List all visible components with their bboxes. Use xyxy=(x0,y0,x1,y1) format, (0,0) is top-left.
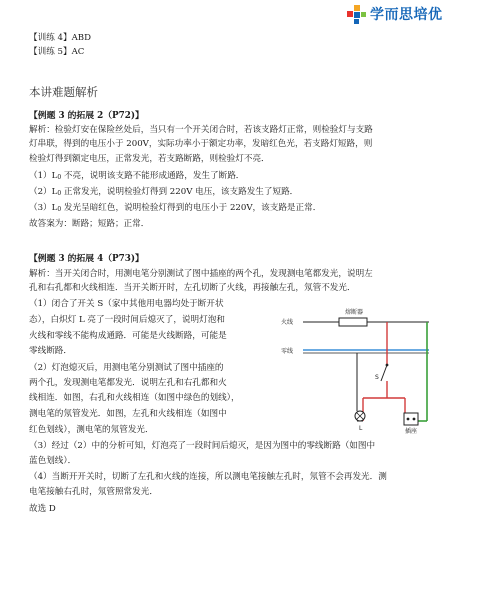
item-text: 正常发光，说明检验灯得到 220V 电压，该支路发生了短路． xyxy=(61,187,299,197)
list-item xyxy=(29,202,321,214)
fuse xyxy=(339,318,367,326)
socket-left-hole xyxy=(407,418,410,421)
example-title: 【例题 3 的拓展 2（P72)】 xyxy=(29,111,144,121)
paragraph-line: （3）经过（2）中的分析可知，灯泡亮了一段时间后熄灭，是因为图中的零线断路（如图中 xyxy=(29,441,376,451)
answer-label: 【训练 5】 xyxy=(29,47,72,57)
answer-value: ABD xyxy=(71,33,91,43)
item-text: 发光呈暗红色，说明检验灯得到的电压小于 220V，该支路是正常． xyxy=(61,203,322,213)
answer-text: 故选 D xyxy=(29,504,56,514)
paragraph-line: （1）闭合了开关 S（家中其他用电器均处于断开状 xyxy=(29,299,224,309)
answer-value: AC xyxy=(71,47,85,57)
paragraph-line: 孔和右孔都和火线相连．当开关断开时，左孔切断了火线，再接触左孔，氖管不发光． xyxy=(29,283,356,293)
paragraph-line: 态），白炽灯 L 亮了一段时间后熄灭了，说明灯泡和 xyxy=(29,315,225,325)
brand-logo xyxy=(346,2,496,26)
circuit-diagram xyxy=(277,303,447,435)
list-item xyxy=(29,186,298,198)
answer-label: 【训练 4】 xyxy=(29,33,72,43)
item-subscript: 0 xyxy=(57,174,62,181)
item-subscript: 0 xyxy=(57,190,62,197)
paragraph-line: 灯串联，得到的电压小于 200V，实际功率小于额定功率，发暗红色光，若支路灯短路，则 xyxy=(29,139,373,149)
paragraph-line: 检验灯得到额定电压，正常发光，若支路断路，则检验灯不亮． xyxy=(29,154,270,164)
paragraph-line: 解析：检验灯安在保险丝处后，当只有一个开关闭合时，若该支路灯正常，则检验灯与支路 xyxy=(29,125,373,135)
paragraph-line: 红色划线），测电笔的氖管发光． xyxy=(29,425,154,435)
section-title: 本讲难题解析 xyxy=(29,85,98,99)
paragraph-line: 两个孔，发现测电笔都发光．说明左孔和右孔都和火 xyxy=(29,378,227,388)
item-prefix: （3）L xyxy=(29,203,58,213)
item-prefix: （2）L xyxy=(29,187,58,197)
paragraph-line: 解析：当开关闭合时，用测电笔分别测试了图中插座的两个孔，发现测电笔都发光，说明左 xyxy=(29,269,373,279)
socket-symbol xyxy=(404,413,418,425)
lamp-label: L xyxy=(359,425,363,432)
answer-line xyxy=(29,32,91,44)
paragraph-line: 零线断路． xyxy=(29,346,72,356)
switch-label: S xyxy=(375,374,379,381)
brand-logo-icon xyxy=(346,3,368,25)
socket-right-hole xyxy=(413,418,416,421)
switch-pivot xyxy=(386,364,389,367)
item-subscript: 0 xyxy=(57,206,62,213)
answer-line xyxy=(29,46,84,58)
brand-name: 学而思培优 xyxy=(370,7,443,23)
paragraph-line: 测电笔的氖管发光．如图，左孔和火线相连（如图中 xyxy=(29,409,227,419)
item-prefix: （1）L xyxy=(29,171,58,181)
item-text: 不亮，说明该支路不能形成通路，发生了断路． xyxy=(61,171,245,181)
paragraph-line: 蓝色划线）． xyxy=(29,456,77,466)
paragraph-line: 电笔接触右孔时，氖管照常发光． xyxy=(29,487,158,497)
neutral-label: 零线 xyxy=(281,348,294,355)
paragraph-line: （4）当断开开关时，切断了左孔和火线的连接，所以测电笔接触左孔时，氖管不会再发光．测 xyxy=(29,472,387,482)
fuse-label: 熔断器 xyxy=(345,309,364,316)
switch-blade xyxy=(381,365,387,381)
example-title: 【例题 3 的拓展 4（P73)】 xyxy=(29,254,144,264)
socket-label: 插座 xyxy=(405,428,418,435)
list-item xyxy=(29,170,244,182)
paragraph-line: 线相连．如图，右孔和火线相连（如图中绿色的划线）， xyxy=(29,393,240,403)
paragraph-line: （2）灯泡熄灭后，用测电笔分别测试了图中插座的 xyxy=(29,363,224,373)
paragraph-line: 火线和零线不能构成通路．可能是火线断路，可能是 xyxy=(29,331,227,341)
live-label: 火线 xyxy=(281,319,294,326)
answer-text: 故答案为：断路；短路；正常． xyxy=(29,219,150,229)
